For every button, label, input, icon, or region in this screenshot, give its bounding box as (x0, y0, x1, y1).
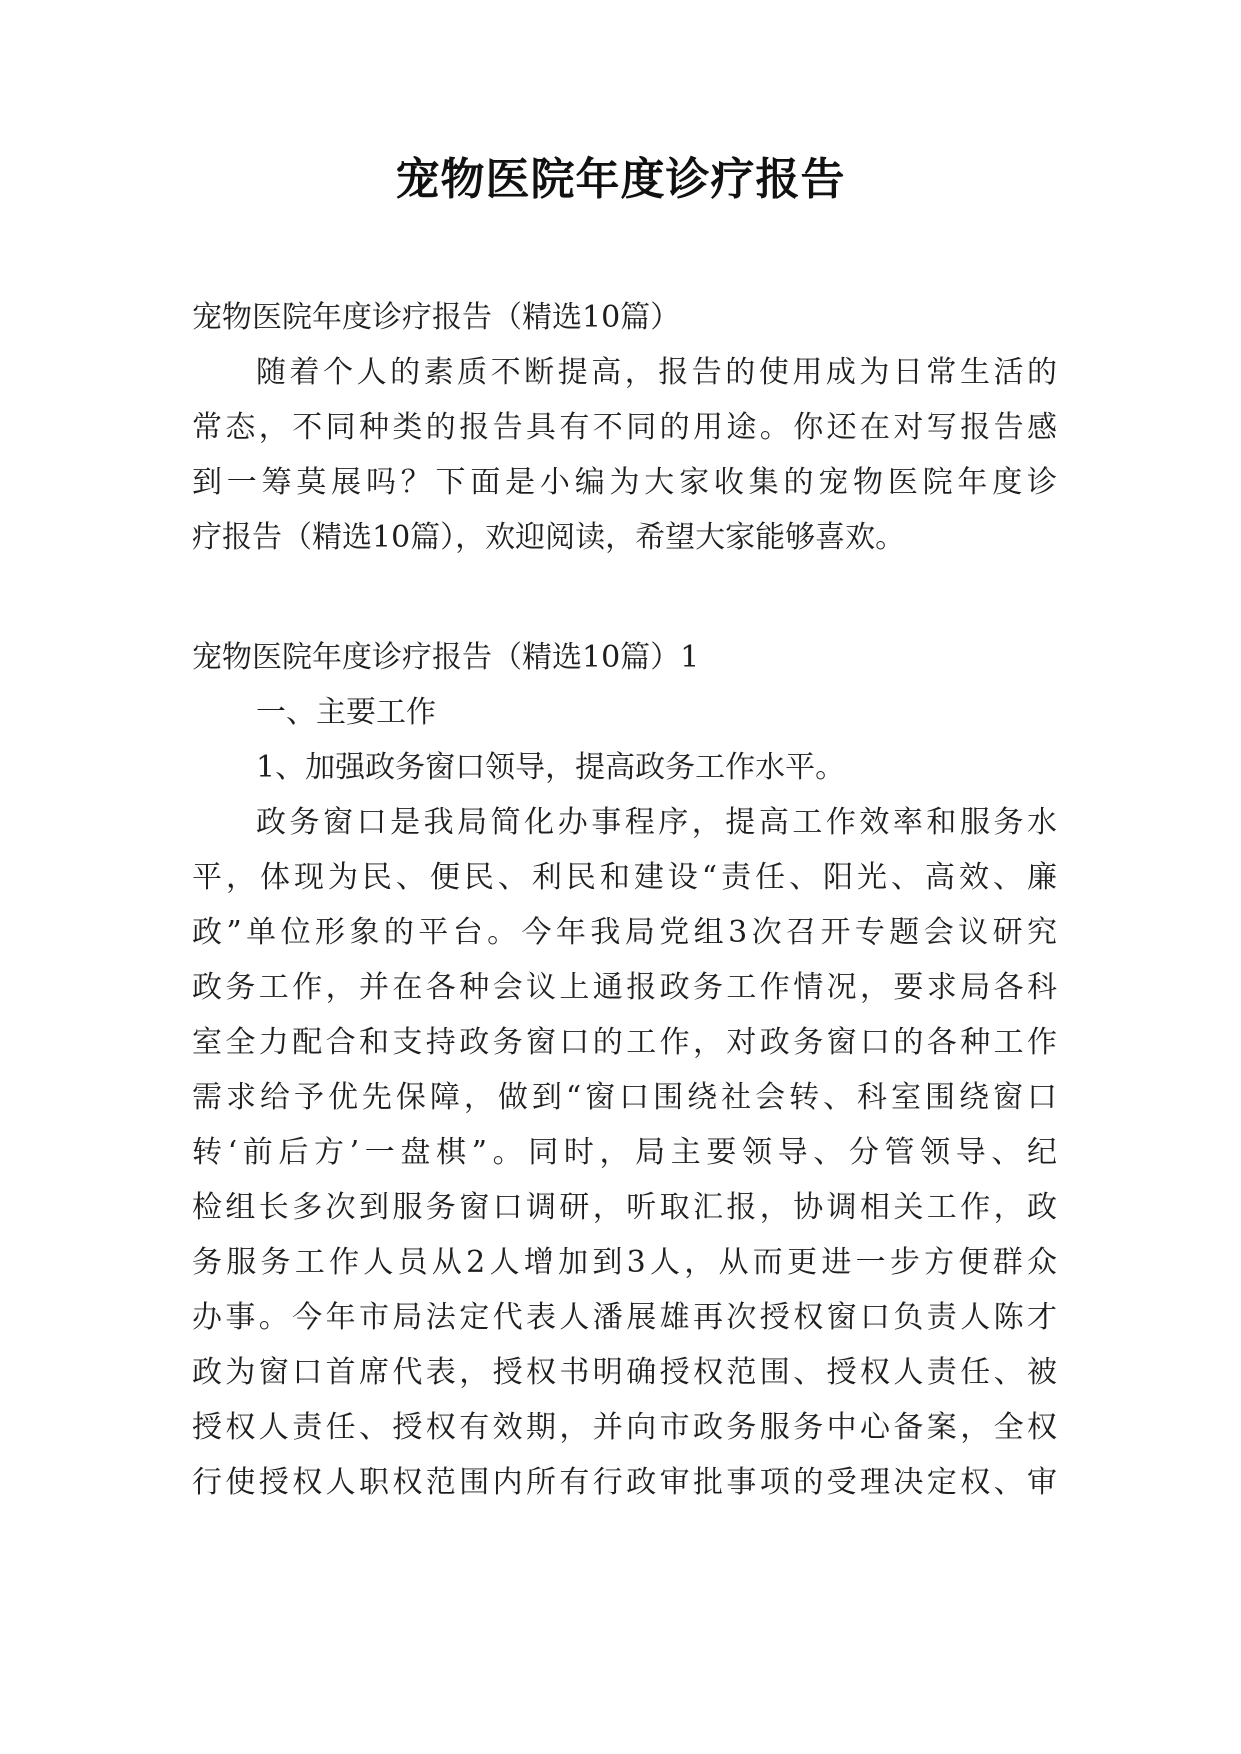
body-line: 务服务工作人员从2人增加到3人，从而更进一步方便群众 (192, 1245, 1057, 1280)
item-heading: 1、加强政务窗口领导，提高政务工作水平。 (256, 750, 846, 785)
spacer (192, 565, 1057, 630)
body-line: 政为窗口首席代表，授权书明确授权范围、授权人责任、被 (192, 1355, 1057, 1390)
subheading: 一、主要工作 (256, 695, 436, 730)
body-line: 授权人责任、授权有效期，并向市政务服务中心备案，全权 (192, 1410, 1057, 1445)
body-line: 检组长多次到服务窗口调研，听取汇报，协调相关工作，政 (192, 1190, 1057, 1225)
body-line: 需求给予优先保障，做到“窗口围绕社会转、科室围绕窗口 (192, 1080, 1057, 1115)
body-line: 政务窗口是我局简化办事程序，提高工作效率和服务水 (256, 805, 1057, 840)
body-line: 行使授权人职权范围内所有行政审批事项的受理决定权、审 (192, 1465, 1057, 1500)
body-line: 平，体现为民、便民、利民和建设“责任、阳光、高效、廉 (192, 860, 1057, 895)
section-heading: 宠物医院年度诊疗报告（精选10篇） (192, 300, 681, 335)
intro-line: 随着个人的素质不断提高，报告的使用成为日常生活的 (256, 355, 1057, 390)
intro-line: 到一筹莫展吗？下面是小编为大家收集的宠物医院年度诊 (192, 465, 1057, 500)
intro-line: 疗报告（精选10篇），欢迎阅读，希望大家能够喜欢。 (192, 520, 906, 555)
document-title: 宠物医院年度诊疗报告 (395, 154, 846, 205)
document-body (192, 290, 1057, 1510)
body-line: 室全力配合和支持政务窗口的工作，对政务窗口的各种工作 (192, 1025, 1057, 1060)
article-heading: 宠物医院年度诊疗报告（精选10篇）1 (192, 640, 700, 675)
body-line: 转‘前后方’一盘棋”。同时，局主要领导、分管领导、纪 (192, 1135, 1057, 1170)
body-line: 政”单位形象的平台。今年我局党组3次召开专题会议研究 (192, 915, 1057, 950)
intro-line: 常态，不同种类的报告具有不同的用途。你还在对写报告感 (192, 410, 1057, 445)
body-line: 办事。今年市局法定代表人潘展雄再次授权窗口负责人陈才 (192, 1300, 1057, 1335)
body-line: 政务工作，并在各种会议上通报政务工作情况，要求局各科 (192, 970, 1057, 1005)
